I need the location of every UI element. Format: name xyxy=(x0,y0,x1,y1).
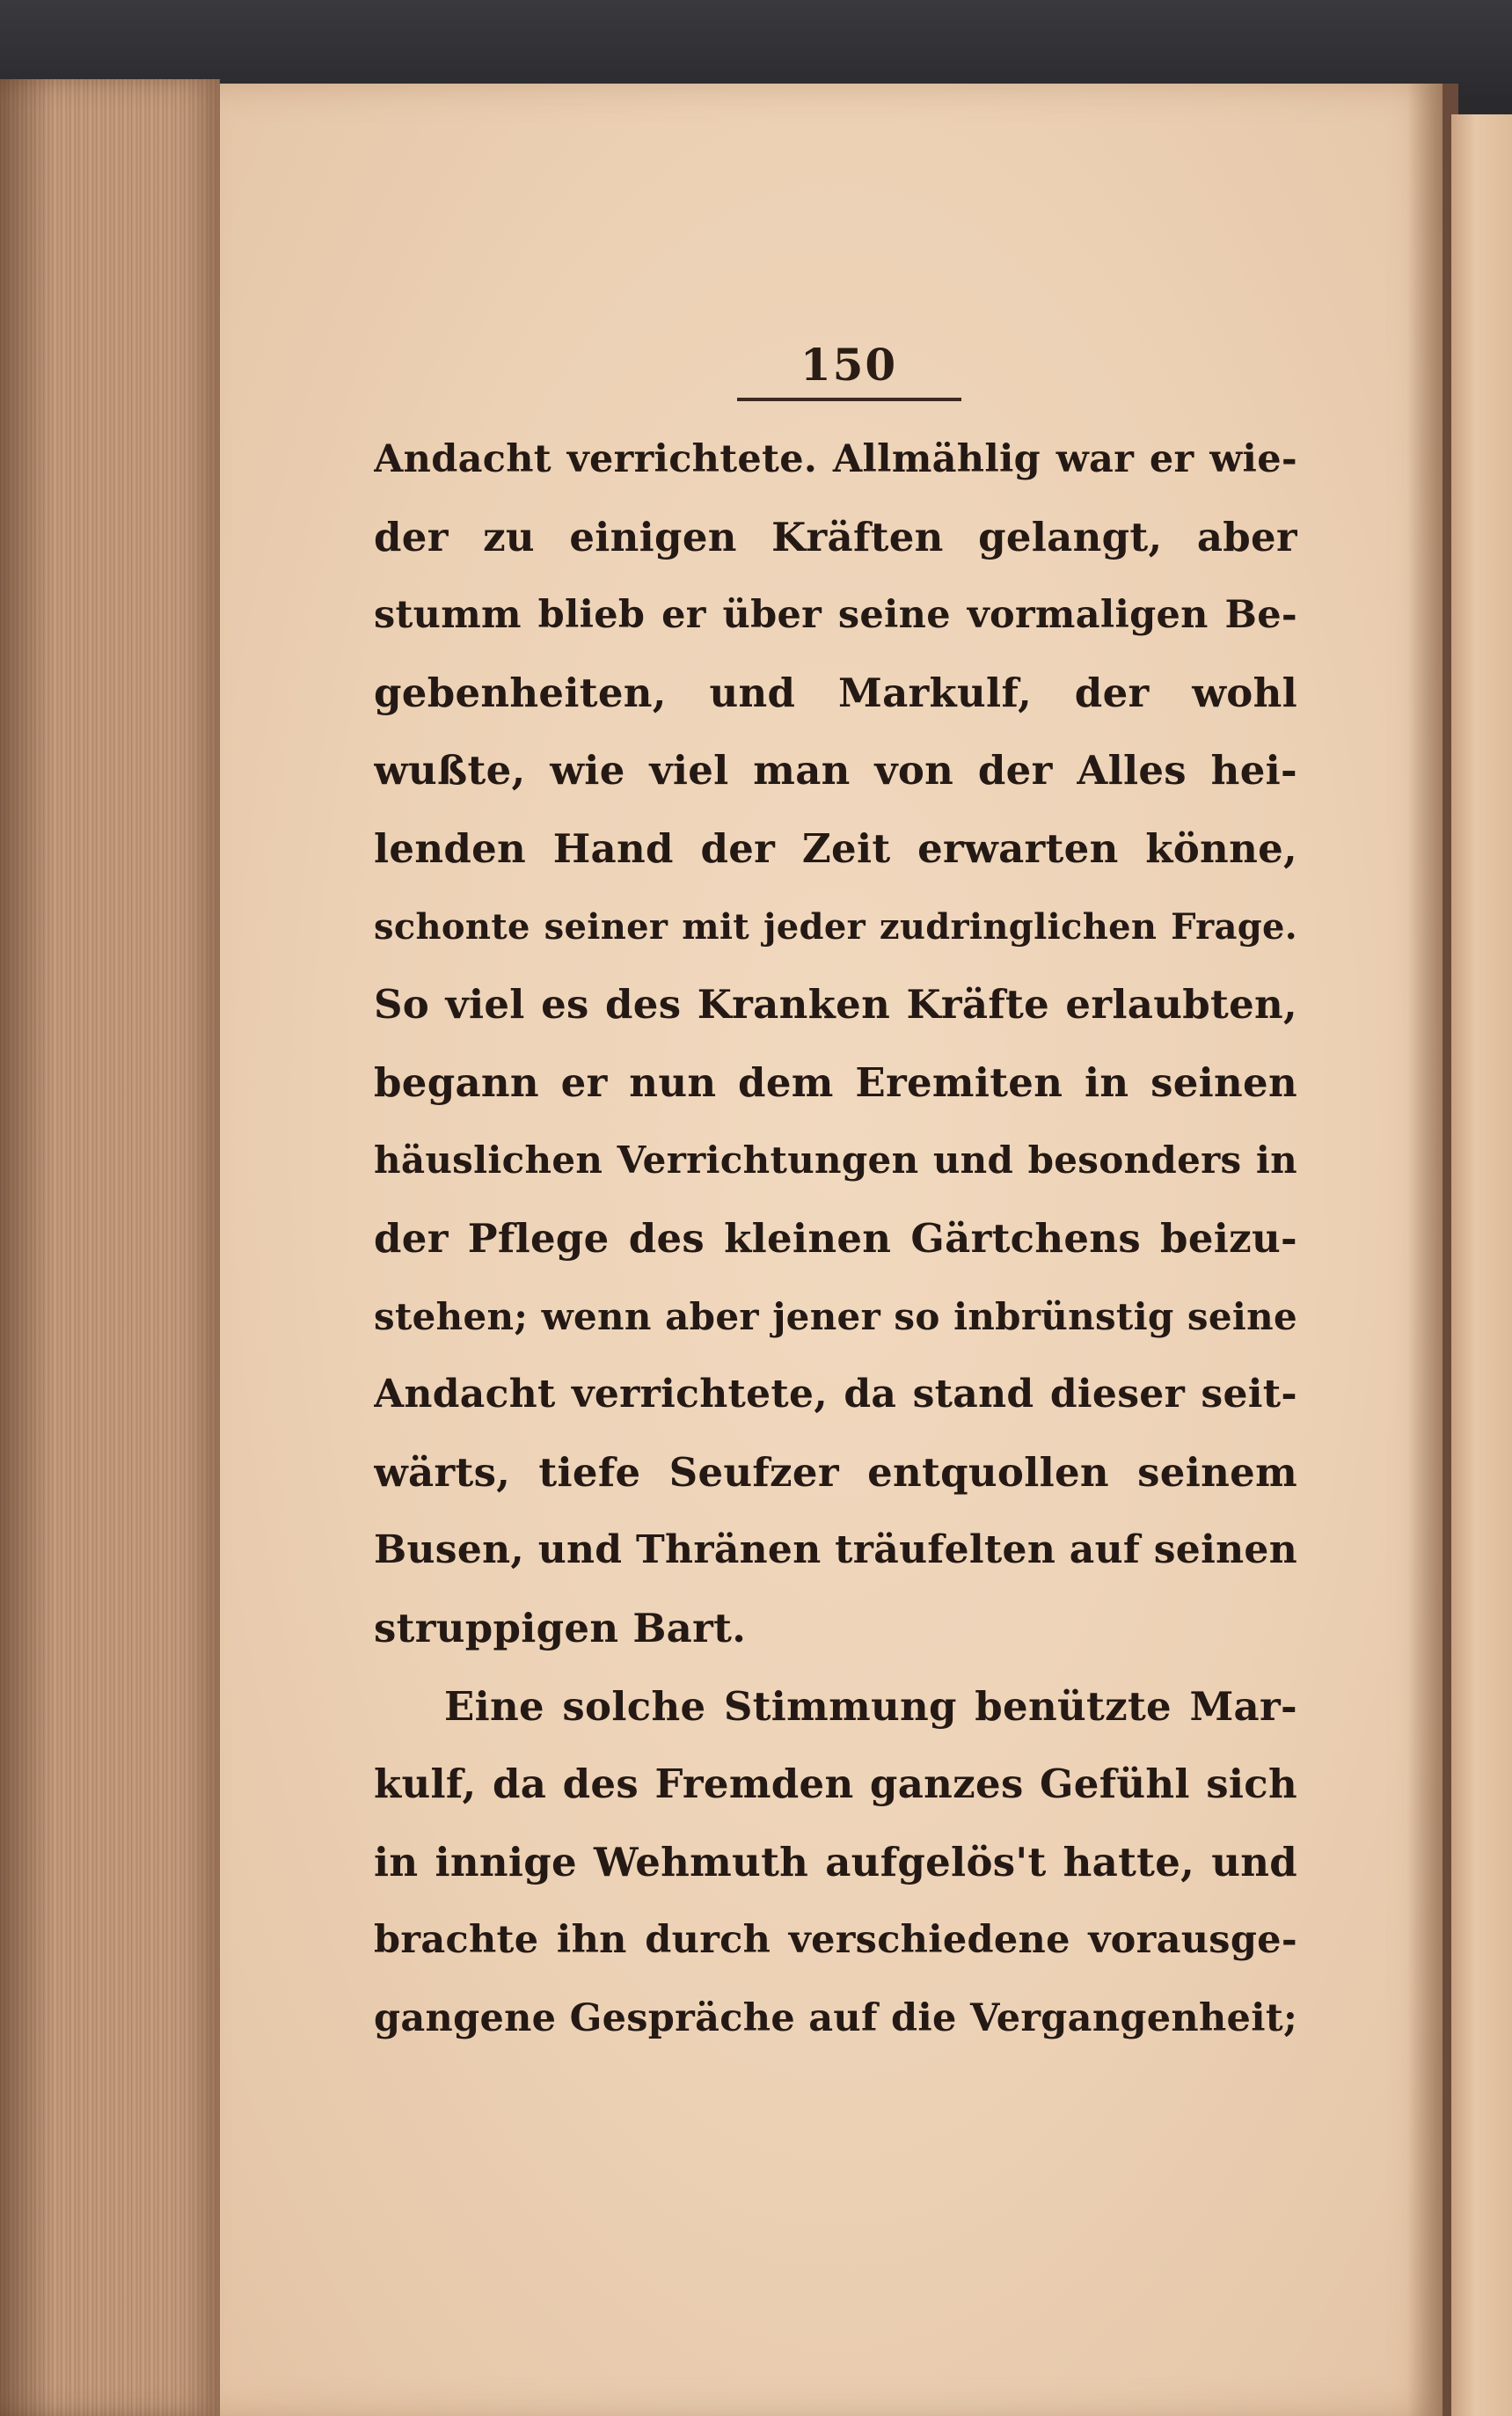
header-rule xyxy=(737,398,961,401)
text-line: gangene Gespräche auf die Vergangenheit; xyxy=(374,1995,1297,2040)
text-line: brachte ihn durch verschiedene vorausge- xyxy=(374,1918,1297,1963)
page-edges-shadow xyxy=(0,79,53,2416)
text-line: stehen; wenn aber jener so inbrünstig seine xyxy=(374,1294,1297,1338)
backdrop xyxy=(0,0,1512,97)
text-line: Andacht verrichtete. Allmählig war er wie- xyxy=(374,437,1297,481)
text-line: Busen, und Thränen träufelten auf seinen xyxy=(374,1527,1297,1573)
text-line: So viel es des Kranken Kräfte erlaubten, xyxy=(374,981,1297,1029)
text-line: häuslichen Verrichtungen und besonders in xyxy=(374,1138,1297,1182)
text-line: gebenheiten, und Markulf, der wohl xyxy=(374,669,1297,716)
text-line: lenden Hand der Zeit erwarten könne, xyxy=(374,824,1297,872)
text-line: der Pflege des kleinen Gärtchens beizu- xyxy=(374,1214,1297,1262)
text-line: Andacht verrichtete, da stand dieser seit- xyxy=(374,1372,1297,1417)
text-line: begann er nun dem Eremiten in seinen xyxy=(374,1058,1297,1106)
text-line: kulf, da des Fremden ganzes Gefühl sich xyxy=(374,1761,1297,1808)
facing-page xyxy=(1451,114,1512,2416)
text-line: in innige Wehmuth aufgelös't hatte, und xyxy=(374,1838,1297,1885)
text-line: schonte seiner mit jeder zudringlichen Frage. xyxy=(374,905,1297,948)
text-line: der zu einigen Kräften gelangt, aber xyxy=(374,513,1297,560)
body-text xyxy=(374,421,1297,2092)
page-number: 150 xyxy=(800,339,898,391)
text-line: stumm blieb er über seine vormaligen Be- xyxy=(374,593,1297,638)
text-line: wußte, wie viel man von der Alles hei- xyxy=(374,747,1297,794)
text-line: Eine solche Stimmung benützte Mar- xyxy=(444,1682,1297,1730)
text-line: wärts, tiefe Seufzer entquollen seinem xyxy=(374,1448,1297,1496)
text-line: struppigen Bart. xyxy=(374,1604,747,1651)
